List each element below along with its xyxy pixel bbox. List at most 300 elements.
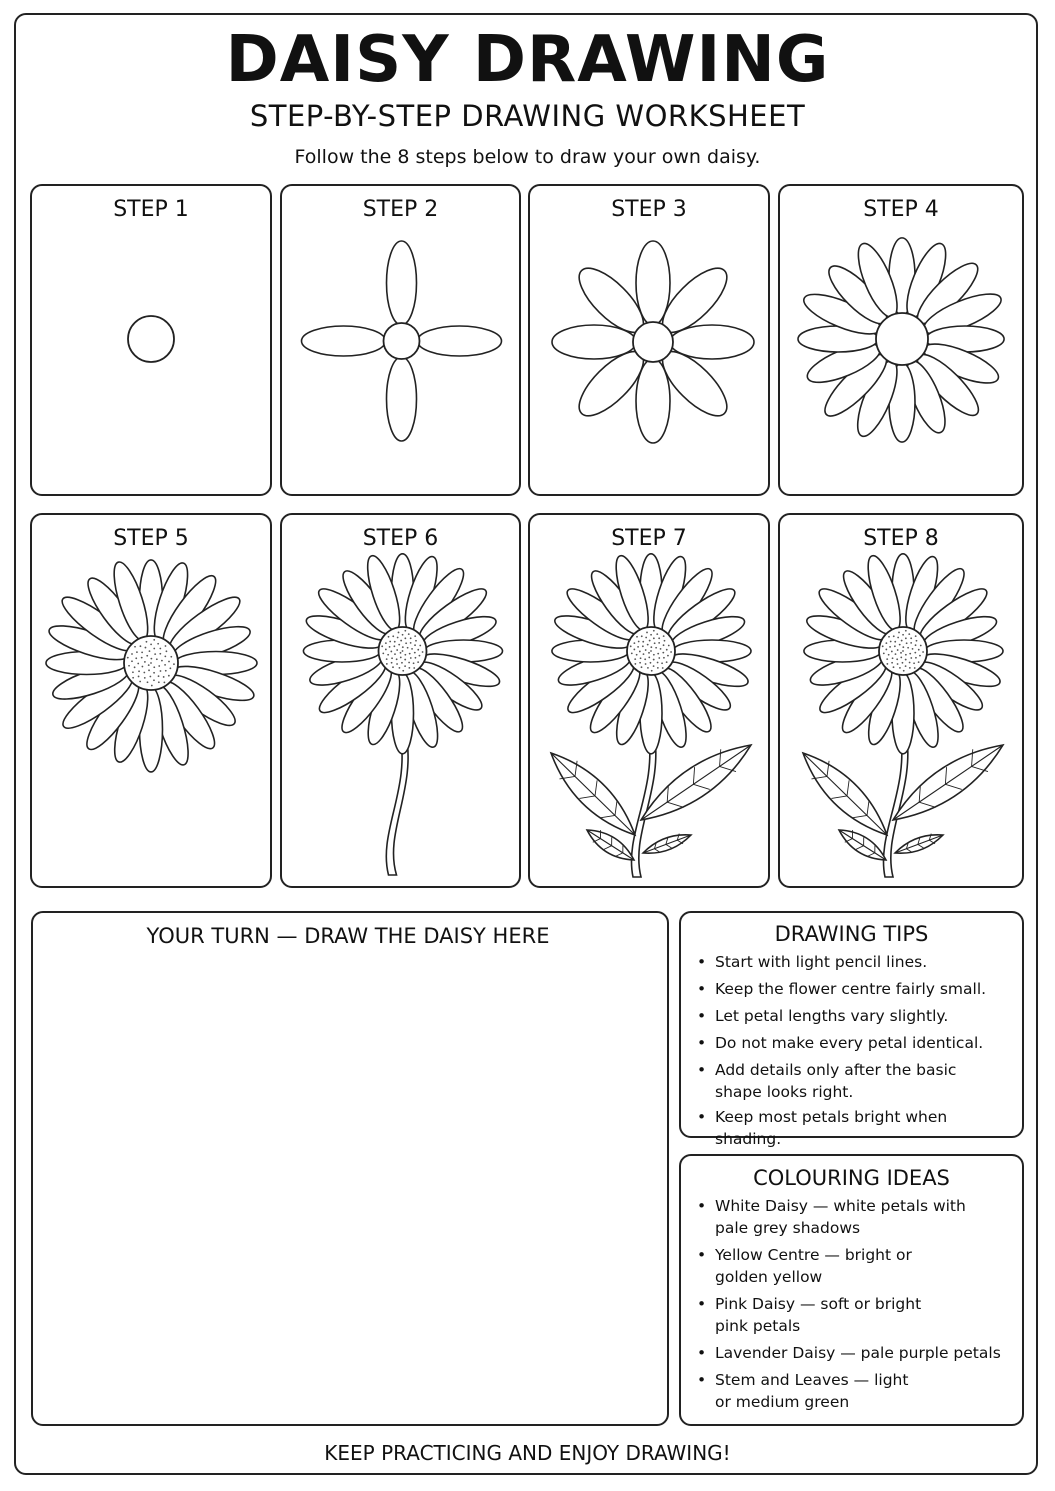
- flower-centre: [633, 322, 673, 362]
- seed-dot: [404, 654, 406, 656]
- seed-dot: [907, 647, 909, 649]
- seed-dot: [910, 657, 912, 659]
- seed-dot: [141, 657, 143, 659]
- seed-dot: [409, 653, 411, 655]
- seed-dot: [136, 651, 138, 653]
- seed-dot: [149, 676, 151, 678]
- seed-dot: [146, 641, 148, 643]
- seed-dot: [888, 636, 890, 638]
- seed-dot: [417, 649, 419, 651]
- step-label: STEP 5: [113, 526, 189, 551]
- seed-dot: [890, 641, 892, 643]
- seed-dot: [414, 652, 416, 654]
- list-item: • Keep the flower centre fairly small.: [695, 978, 1012, 1000]
- seed-dot: [650, 662, 652, 664]
- seed-dot: [402, 670, 404, 672]
- seed-dot: [158, 675, 160, 677]
- seed-dot: [918, 661, 920, 663]
- step-5-illustration: [32, 515, 274, 890]
- step-8-illustration: [780, 515, 1026, 890]
- seed-dot: [142, 666, 144, 668]
- seed-dot: [396, 658, 398, 660]
- leaf: [839, 830, 886, 860]
- seed-dot: [397, 637, 399, 639]
- seed-dot: [631, 652, 633, 654]
- seed-dot: [648, 657, 650, 659]
- seed-dot: [654, 642, 656, 644]
- seed-dot: [419, 655, 421, 657]
- seed-dot: [148, 669, 150, 671]
- list-item: • Add details only after the basic shape looks right.: [695, 1059, 1012, 1103]
- list-item: • White Daisy — white petals with pale grey shadows: [695, 1195, 1012, 1239]
- seed-dot: [413, 662, 415, 664]
- seed-dot: [145, 647, 147, 649]
- seed-dot: [915, 657, 917, 659]
- seed-dot: [919, 655, 921, 657]
- seed-dot: [398, 632, 400, 634]
- seed-dot: [668, 645, 670, 647]
- seed-dot: [643, 653, 645, 655]
- seed-dot: [909, 662, 911, 664]
- seed-dot: [910, 637, 912, 639]
- list-item: • Keep most petals bright when shading.: [695, 1106, 1012, 1150]
- leaf: [551, 753, 635, 835]
- step-panel-3: [528, 184, 770, 496]
- seed-dot: [653, 637, 655, 639]
- seed-dot: [146, 655, 148, 657]
- seed-dot: [153, 648, 155, 650]
- drawing-tips-title: DRAWING TIPS: [774, 922, 929, 946]
- seed-dot: [134, 666, 136, 668]
- seed-dot: [899, 644, 901, 646]
- seed-dot: [909, 653, 911, 655]
- seed-dot: [891, 662, 893, 664]
- seed-dot: [886, 663, 888, 665]
- seed-dot: [897, 663, 899, 665]
- intro-text: Follow the 8 steps below to draw your own daisy.: [294, 146, 761, 168]
- seed-dot: [661, 662, 663, 664]
- seed-dot: [655, 647, 657, 649]
- seed-dot: [915, 644, 917, 646]
- seed-dot: [410, 657, 412, 659]
- seed-dot: [903, 670, 905, 672]
- flower-centre: [384, 323, 420, 359]
- leaf-vein: [551, 753, 635, 835]
- seed-dot: [653, 654, 655, 656]
- seed-dot: [159, 648, 161, 650]
- seed-dot: [410, 642, 412, 644]
- seed-dot: [912, 648, 914, 650]
- seed-dot: [414, 644, 416, 646]
- seed-dot: [905, 654, 907, 656]
- seed-dot: [165, 645, 167, 647]
- seed-dot: [882, 645, 884, 647]
- petal: [302, 326, 386, 356]
- seed-dot: [158, 681, 160, 683]
- seed-dot: [905, 630, 907, 632]
- seed-dot: [396, 649, 398, 651]
- seed-dot: [894, 645, 896, 647]
- step-panel-2: [280, 184, 521, 496]
- flower-centre: [876, 313, 928, 365]
- seed-dot: [410, 637, 412, 639]
- seed-dot: [645, 637, 647, 639]
- seed-dot: [411, 648, 413, 650]
- leaf-vein: [893, 745, 1003, 820]
- seed-dot: [402, 650, 404, 652]
- step-panel-6: [280, 513, 521, 888]
- step-label: STEP 7: [611, 526, 687, 551]
- seed-dot: [159, 653, 161, 655]
- seed-dot: [128, 665, 130, 667]
- seed-dot: [163, 682, 165, 684]
- seed-dot: [144, 677, 146, 679]
- seed-dot: [392, 635, 394, 637]
- list-item: • Lavender Daisy — pale purple petals: [695, 1342, 1012, 1364]
- seed-dot: [392, 666, 394, 668]
- seed-dot: [402, 634, 404, 636]
- list-item: • Let petal lengths vary slightly.: [695, 1005, 1012, 1027]
- seed-dot: [386, 663, 388, 665]
- leaf-vein: [641, 745, 751, 820]
- seed-dot: [642, 645, 644, 647]
- seed-dot: [168, 661, 170, 663]
- seed-dot: [633, 642, 635, 644]
- practice-drawing-area[interactable]: [31, 911, 669, 1426]
- seed-dot: [170, 656, 172, 658]
- leaf: [587, 830, 634, 860]
- seed-dot: [140, 645, 142, 647]
- seed-dot: [641, 666, 643, 668]
- step-panel-1: [30, 184, 272, 496]
- seed-dot: [634, 663, 636, 665]
- flower-centre: [128, 316, 174, 362]
- seed-dot: [657, 667, 659, 669]
- seed-dot: [666, 661, 668, 663]
- seed-dot: [143, 672, 145, 674]
- seed-dot: [916, 640, 918, 642]
- seed-dot: [400, 657, 402, 659]
- seed-dot: [401, 662, 403, 664]
- step-6-illustration: [282, 515, 523, 890]
- seed-dot: [138, 676, 140, 678]
- seed-dot: [639, 662, 641, 664]
- seed-dot: [382, 652, 384, 654]
- page-title: DAISY DRAWING: [225, 23, 830, 97]
- seed-dot: [902, 634, 904, 636]
- seed-dot: [402, 646, 404, 648]
- step-label: STEP 8: [863, 526, 939, 551]
- seed-dot: [918, 649, 920, 651]
- seed-dot: [663, 635, 665, 637]
- seed-dot: [151, 685, 153, 687]
- seed-dot: [419, 645, 421, 647]
- seed-dot: [415, 640, 417, 642]
- seed-dot: [417, 661, 419, 663]
- seed-dot: [658, 657, 660, 659]
- step-label: STEP 6: [362, 526, 439, 551]
- seed-dot: [131, 653, 133, 655]
- seed-dot: [387, 654, 389, 656]
- seed-dot: [905, 637, 907, 639]
- seed-dot: [891, 651, 893, 653]
- petal: [387, 357, 417, 441]
- seed-dot: [131, 660, 133, 662]
- seed-dot: [909, 667, 911, 669]
- seed-dot: [899, 667, 901, 669]
- seed-dot: [885, 649, 887, 651]
- seed-dot: [407, 647, 409, 649]
- seed-dot: [670, 651, 672, 653]
- seed-dot: [391, 657, 393, 659]
- step-panel-8: [778, 513, 1024, 888]
- seed-dot: [898, 632, 900, 634]
- seed-dot: [150, 658, 152, 660]
- step-panel-7: [528, 513, 770, 888]
- seed-dot: [149, 650, 151, 652]
- seed-dot: [144, 661, 146, 663]
- seed-dot: [150, 644, 152, 646]
- seed-dot: [404, 665, 406, 667]
- seed-dot: [902, 650, 904, 652]
- seed-dot: [156, 658, 158, 660]
- seed-dot: [132, 677, 134, 679]
- seed-dot: [914, 652, 916, 654]
- step-4-illustration: [780, 186, 1026, 498]
- step-panel-4: [778, 184, 1024, 496]
- seed-dot: [902, 646, 904, 648]
- seed-dot: [164, 664, 166, 666]
- seed-dot: [165, 670, 167, 672]
- seed-dot: [630, 645, 632, 647]
- seed-dot: [663, 644, 665, 646]
- seed-dot: [897, 649, 899, 651]
- seed-dot: [900, 652, 902, 654]
- seed-dot: [413, 667, 415, 669]
- seed-dot: [393, 645, 395, 647]
- step-label: STEP 2: [362, 197, 439, 222]
- seed-dot: [385, 649, 387, 651]
- seed-dot: [400, 652, 402, 654]
- colouring-ideas-list: [695, 1195, 1012, 1413]
- seed-dot: [642, 641, 644, 643]
- seed-dot: [896, 658, 898, 660]
- seed-dot: [405, 642, 407, 644]
- practice-title: YOUR TURN — DRAW THE DAISY HERE: [146, 924, 550, 948]
- leaf-vein: [587, 830, 634, 860]
- seed-dot: [667, 655, 669, 657]
- seed-dot: [399, 667, 401, 669]
- seed-dot: [135, 657, 137, 659]
- seed-dot: [398, 644, 400, 646]
- seed-dot: [150, 662, 152, 664]
- seed-dot: [422, 651, 424, 653]
- seed-dot: [646, 632, 648, 634]
- seed-dot: [651, 670, 653, 672]
- seed-dot: [908, 633, 910, 635]
- seed-dot: [892, 657, 894, 659]
- seed-dot: [394, 641, 396, 643]
- seed-dot: [394, 653, 396, 655]
- seed-dot: [153, 666, 155, 668]
- seed-dot: [656, 633, 658, 635]
- leaf: [893, 745, 1003, 820]
- footer-message: KEEP PRACTICING AND ENJOY DRAWING!: [324, 1441, 731, 1465]
- seed-dot: [893, 666, 895, 668]
- seed-dot: [414, 635, 416, 637]
- seed-dot: [901, 640, 903, 642]
- step-2-illustration: [282, 186, 523, 498]
- seed-dot: [153, 639, 155, 641]
- seed-dot: [400, 640, 402, 642]
- seed-dot: [922, 651, 924, 653]
- seed-dot: [408, 662, 410, 664]
- seed-dot: [381, 645, 383, 647]
- seed-dot: [415, 657, 417, 659]
- seed-dot: [897, 637, 899, 639]
- seed-dot: [653, 665, 655, 667]
- leaf-vein: [803, 753, 887, 835]
- seed-dot: [666, 649, 668, 651]
- seed-dot: [640, 657, 642, 659]
- seed-dot: [895, 653, 897, 655]
- seed-dot: [404, 630, 406, 632]
- seed-dot: [148, 664, 150, 666]
- seed-dot: [662, 667, 664, 669]
- seed-dot: [641, 635, 643, 637]
- seed-dot: [662, 652, 664, 654]
- list-item: • Do not make every petal identical.: [695, 1032, 1012, 1054]
- seed-dot: [660, 648, 662, 650]
- list-item: • Pink Daisy — soft or bright pink petals: [695, 1293, 1012, 1337]
- seed-dot: [886, 658, 888, 660]
- seed-dot: [388, 636, 390, 638]
- seed-dot: [885, 642, 887, 644]
- seed-dot: [644, 658, 646, 660]
- leaf: [895, 834, 943, 854]
- seed-dot: [169, 667, 171, 669]
- step-3-illustration: [530, 186, 772, 498]
- seed-dot: [390, 651, 392, 653]
- list-item: • Stem and Leaves — light or medium green: [695, 1369, 1012, 1413]
- step-panel-5: [30, 513, 272, 888]
- seed-dot: [657, 662, 659, 664]
- seed-dot: [883, 652, 885, 654]
- seed-dot: [920, 645, 922, 647]
- drawing-tips-list: [695, 951, 1012, 1150]
- seed-dot: [914, 667, 916, 669]
- leaf-vein: [839, 830, 886, 860]
- seed-dot: [404, 637, 406, 639]
- seed-dot: [658, 637, 660, 639]
- seed-dot: [389, 646, 391, 648]
- seed-dot: [650, 650, 652, 652]
- seed-dot: [153, 679, 155, 681]
- seed-dot: [141, 651, 143, 653]
- seed-dot: [649, 640, 651, 642]
- seed-dot: [134, 646, 136, 648]
- drawing-tips-box: [679, 911, 1024, 1148]
- seed-dot: [408, 667, 410, 669]
- seed-dot: [653, 659, 655, 661]
- seed-dot: [650, 634, 652, 636]
- seed-dot: [894, 641, 896, 643]
- seed-dot: [902, 662, 904, 664]
- seed-dot: [164, 655, 166, 657]
- petal: [418, 326, 502, 356]
- seed-dot: [913, 662, 915, 664]
- seed-dot: [157, 643, 159, 645]
- leaf: [643, 834, 691, 854]
- seed-dot: [664, 640, 666, 642]
- seed-dot: [889, 646, 891, 648]
- list-item: • Start with light pencil lines.: [695, 951, 1012, 973]
- seed-dot: [888, 654, 890, 656]
- seed-dot: [893, 635, 895, 637]
- leaf: [641, 745, 751, 820]
- seed-dot: [396, 663, 398, 665]
- seed-dot: [657, 653, 659, 655]
- seed-dot: [389, 641, 391, 643]
- seed-dot: [663, 657, 665, 659]
- seed-dot: [127, 657, 129, 659]
- seed-dot: [132, 671, 134, 673]
- seed-dot: [915, 635, 917, 637]
- colouring-ideas-box: [679, 1154, 1024, 1426]
- seed-dot: [147, 681, 149, 683]
- seed-dot: [653, 630, 655, 632]
- seed-dot: [161, 660, 163, 662]
- seed-dot: [160, 670, 162, 672]
- seed-dot: [408, 633, 410, 635]
- seed-dot: [634, 658, 636, 660]
- seed-dot: [637, 646, 639, 648]
- leaf: [803, 753, 887, 835]
- seed-dot: [385, 642, 387, 644]
- seed-dot: [650, 646, 652, 648]
- seed-dot: [391, 662, 393, 664]
- seed-dot: [638, 641, 640, 643]
- step-label: STEP 1: [113, 197, 189, 222]
- step-1-illustration: [32, 186, 274, 498]
- seed-dot: [648, 652, 650, 654]
- seed-dot: [906, 642, 908, 644]
- seed-dot: [173, 663, 175, 665]
- seed-dot: [658, 642, 660, 644]
- list-item: • Yellow Centre — bright or golden yellow: [695, 1244, 1012, 1288]
- seed-dot: [137, 663, 139, 665]
- page-subtitle: STEP-BY-STEP DRAWING WORKSHEET: [249, 99, 806, 133]
- seed-dot: [154, 653, 156, 655]
- seed-dot: [645, 663, 647, 665]
- colouring-ideas-title: COLOURING IDEAS: [753, 1166, 950, 1190]
- seed-dot: [138, 670, 140, 672]
- seed-dot: [166, 650, 168, 652]
- seed-dot: [636, 636, 638, 638]
- seed-dot: [647, 667, 649, 669]
- petal: [387, 241, 417, 325]
- seed-dot: [910, 642, 912, 644]
- step-label: STEP 4: [863, 197, 939, 222]
- seed-dot: [404, 659, 406, 661]
- seed-dot: [900, 657, 902, 659]
- seed-dot: [647, 644, 649, 646]
- seed-dot: [905, 659, 907, 661]
- seed-dot: [639, 651, 641, 653]
- seed-dot: [645, 649, 647, 651]
- seed-dot: [158, 665, 160, 667]
- step-7-illustration: [530, 515, 772, 890]
